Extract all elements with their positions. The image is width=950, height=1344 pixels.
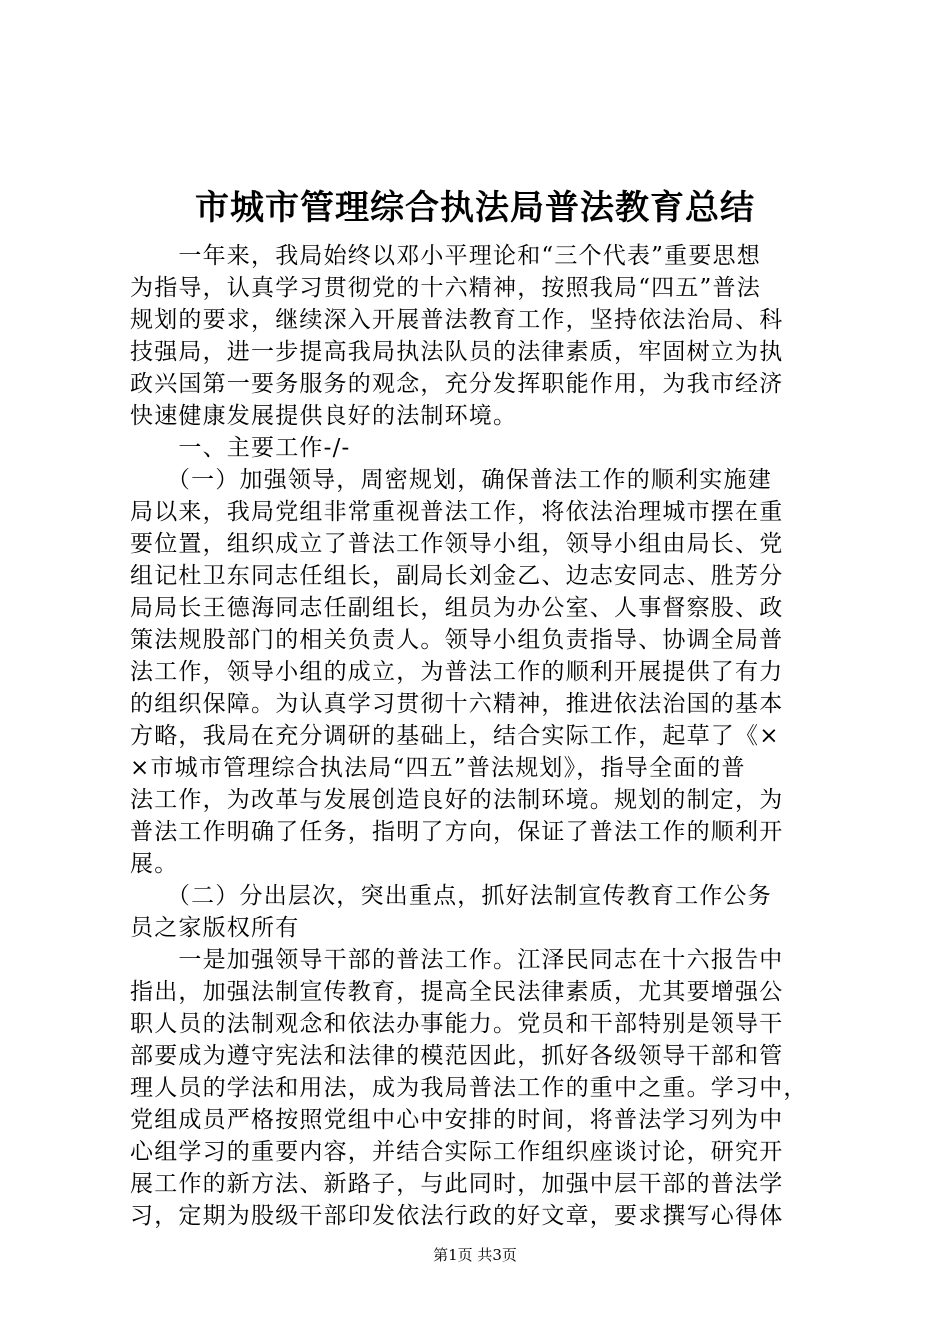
body-line: 一是加强领导干部的普法工作。江泽民同志在十六报告中 <box>130 947 784 973</box>
document-title: 市城市管理综合执法局普法教育总结 <box>195 188 755 228</box>
body-line: ×市城市管理综合执法局“四五”普法规划》，指导全面的普 <box>130 755 746 781</box>
body-line: 法工作，为改革与发展创造良好的法制环境。规划的制定，为 <box>130 787 784 813</box>
body-line: 为指导，认真学习贯彻党的十六精神，按照我局“四五”普法 <box>130 275 761 301</box>
body-line: 规划的要求，继续深入开展普法教育工作，坚持依法治局、科 <box>130 307 784 333</box>
body-line: 普法工作明确了任务，指明了方向，保证了普法工作的顺利开 <box>130 819 784 845</box>
body-line: 方略，我局在充分调研的基础上，结合实际工作，起草了《× <box>130 723 780 749</box>
body-line: 部要成为遵守宪法和法律的模范因此，抓好各级领导干部和管 <box>130 1043 784 1069</box>
body-line: 快速健康发展提供良好的法制环境。 <box>130 403 518 429</box>
body-line: 展。 <box>130 851 179 877</box>
body-line: 组记杜卫东同志任组长，副局长刘金乙、边志安同志、胜芳分 <box>130 563 784 589</box>
body-line: 政兴国第一要务服务的观念，充分发挥职能作用，为我市经济 <box>130 371 784 397</box>
body-line: 技强局，进一步提高我局执法队员的法律素质，牢固树立为执 <box>130 339 784 365</box>
body-line: 职人员的法制观念和依法办事能力。党员和干部特别是领导干 <box>130 1011 784 1037</box>
body-line: 心组学习的重要内容，并结合实际工作组织座谈讨论，研究开 <box>130 1139 784 1165</box>
section-heading: 一、主要工作-/- <box>130 435 351 461</box>
body-line: 员之家版权所有 <box>130 915 300 941</box>
body-line: 展工作的新方法、新路子，与此同时，加强中层干部的普法学 <box>130 1171 784 1197</box>
subsection-heading: （一）加强领导，周密规划，确保普法工作的顺利实施建 <box>130 467 772 493</box>
body-line: 要位置，组织成立了普法工作领导小组，领导小组由局长、党 <box>130 531 784 557</box>
body-line: 一年来，我局始终以邓小平理论和“三个代表”重要思想 <box>130 243 761 269</box>
body-line: 理人员的学法和用法，成为我局普法工作的重中之重。学习中， <box>130 1075 808 1101</box>
body-line: 党组成员严格按照党组中心中安排的时间，将普法学习列为中 <box>130 1107 784 1133</box>
body-line: 指出，加强法制宣传教育，提高全民法律素质，尤其要增强公 <box>130 979 784 1005</box>
body-line: 的组织保障。为认真学习贯彻十六精神，推进依法治国的基本 <box>130 691 784 717</box>
document-body <box>130 240 830 1232</box>
body-line: 局以来，我局党组非常重视普法工作，将依法治理城市摆在重 <box>130 499 784 525</box>
body-line: 习，定期为股级干部印发依法行政的好文章，要求撰写心得体 <box>130 1203 784 1229</box>
body-line: 法工作，领导小组的成立，为普法工作的顺利开展提供了有力 <box>130 659 784 685</box>
body-line: 策法规股部门的相关负责人。领导小组负责指导、协调全局普 <box>130 627 784 653</box>
body-line: 局局长王德海同志任副组长，组员为办公室、人事督察股、政 <box>130 595 784 621</box>
subsection-heading: （二）分出层次，突出重点，抓好法制宣传教育工作公务 <box>130 883 772 909</box>
page-number-footer: 第1页 共3页 <box>433 1246 517 1264</box>
